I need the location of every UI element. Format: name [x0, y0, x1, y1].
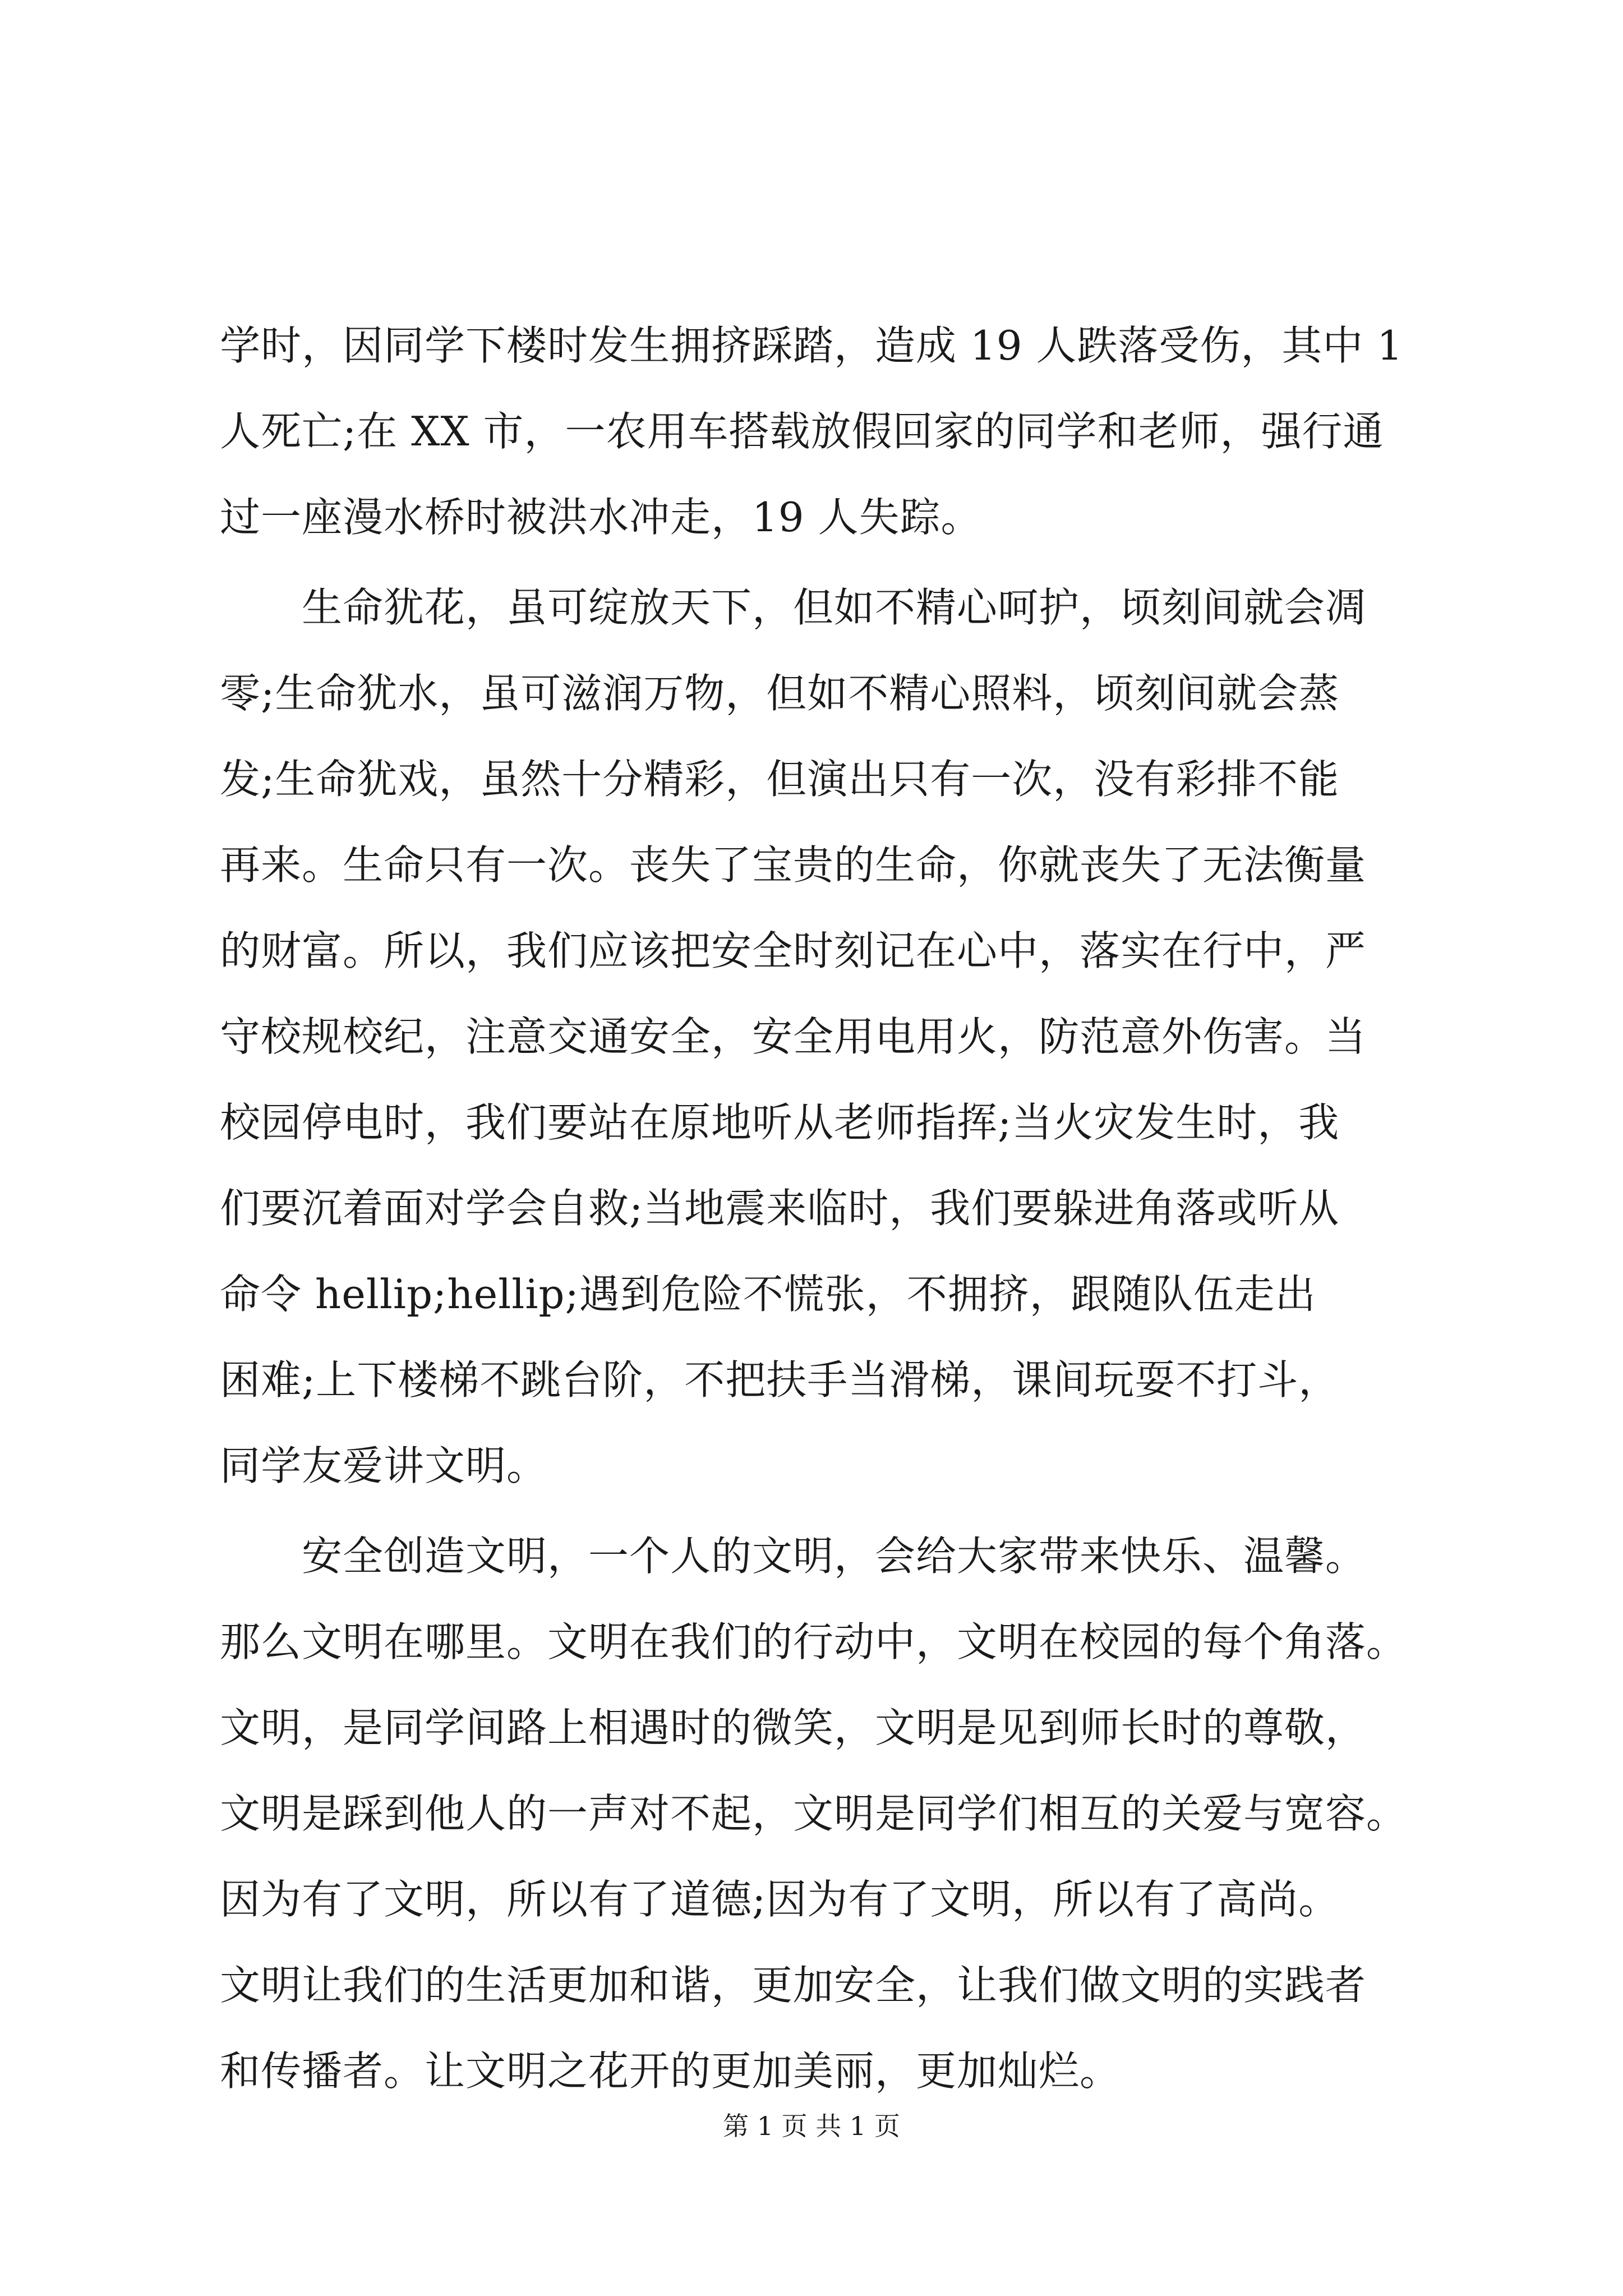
text-line: 再来。生命只有一次。丧失了宝贵的生命，你就丧失了无法衡量 [220, 841, 1367, 889]
paragraph-gap [220, 560, 1433, 565]
paragraph-gap [220, 1509, 1433, 1513]
text-line: 守校规校纪，注意交通安全，安全用电用火，防范意外伤害。当 [220, 1013, 1367, 1060]
text-line: 发;生命犹戏，虽然十分精彩，但演出只有一次，没有彩排不能 [220, 756, 1340, 803]
text-line: 那么文明在哪里。文明在我们的行动中，文明在校园的每个角落。 [220, 1618, 1408, 1665]
text-line: 过一座漫水桥时被洪水冲走，19 人失踪。 [220, 494, 982, 541]
text-line: 人死亡;在 XX 市，一农用车搭载放假回家的同学和老师，强行通 [220, 408, 1384, 455]
text-line: 和传播者。让文明之花开的更加美丽，更加灿烂。 [220, 2047, 1121, 2095]
text-line: 的财富。所以，我们应该把安全时刻记在心中，落实在行中，严 [220, 927, 1367, 974]
text-line: 文明，是同学间路上相遇时的微笑，文明是见到师长时的尊敬， [220, 1704, 1367, 1751]
text-line: 学时，因同学下楼时发生拥挤踩踏，造成 19 人跌落受伤，其中 1 [220, 322, 1404, 369]
text-line: 因为有了文明，所以有了道德;因为有了文明，所以有了高尚。 [220, 1876, 1340, 1923]
text-line: 困难;上下楼梯不跳台阶，不把扶手当滑梯，课间玩耍不打斗， [220, 1356, 1340, 1404]
page-number-label: 第 1 页 共 1 页 [723, 2111, 900, 2141]
text-line: 文明让我们的生活更加和谐，更加安全，让我们做文明的实践者 [220, 1962, 1367, 2009]
document-body [220, 303, 1433, 2114]
text-line: 零;生命犹水，虽可滋润万物，但如不精心照料，顷刻间就会蒸 [220, 670, 1340, 717]
text-line: 们要沉着面对学会自救;当地震来临时，我们要躲进角落或听从 [220, 1185, 1340, 1232]
text-line: 生命犹花，虽可绽放天下，但如不精心呵护，顷刻间就会凋 [302, 584, 1367, 631]
text-line: 安全创造文明，一个人的文明，会给大家带来快乐、温馨。 [302, 1533, 1367, 1580]
page-footer [0, 2109, 1623, 2143]
text-line: 文明是踩到他人的一声对不起，文明是同学们相互的关爱与宽容。 [220, 1790, 1408, 1837]
text-line: 同学友爱讲文明。 [220, 1442, 548, 1489]
text-line: 校园停电时，我们要站在原地听从老师指挥;当火灾发生时，我 [220, 1099, 1340, 1146]
text-line: 命令 hellip;hellip;遇到危险不慌张，不拥挤，跟随队伍走出 [220, 1271, 1316, 1318]
